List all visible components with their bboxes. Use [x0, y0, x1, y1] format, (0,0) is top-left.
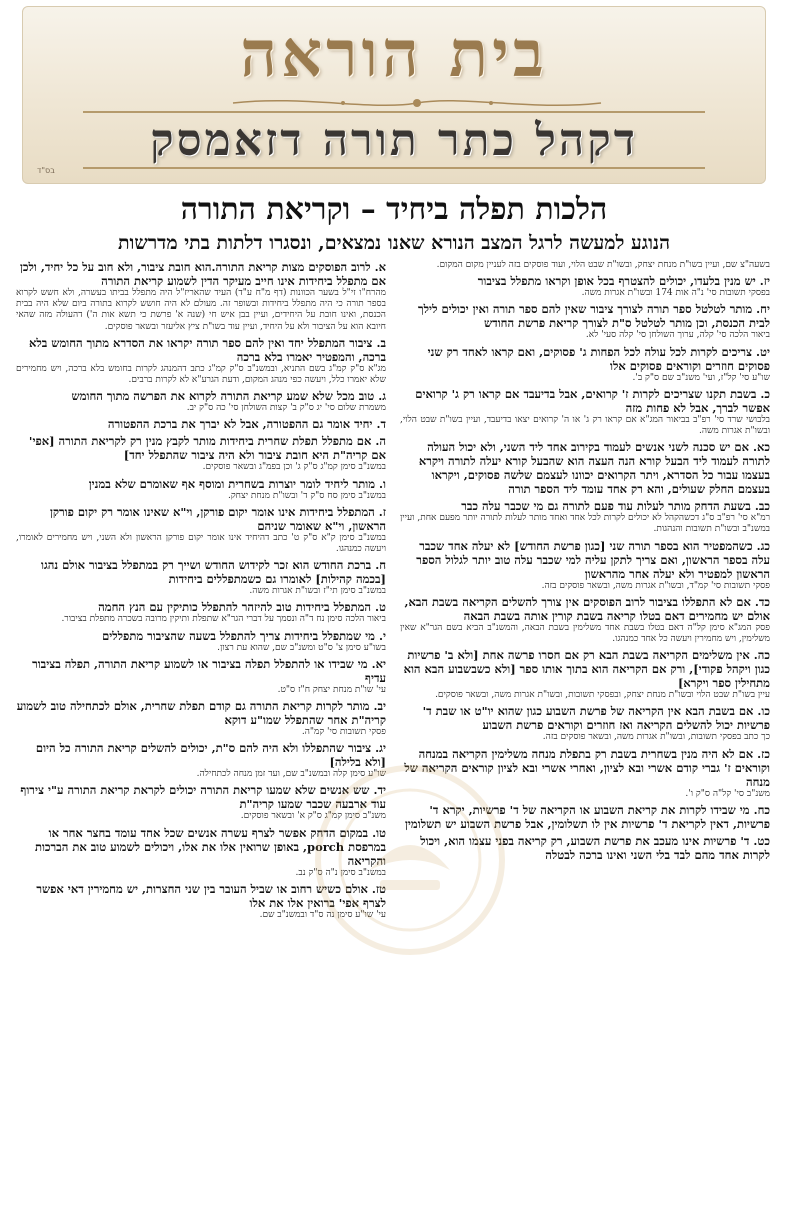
banner-rule-bottom — [83, 167, 705, 169]
halacha-heading-text: טוב מכל שלא שמע קריאת התורה לקרוא את הפרשה מתוך החומש — [71, 389, 375, 404]
halacha-item — [400, 747, 770, 800]
halacha-heading-text: המתפלל ביחידות אינו אומר יקום פורקן, וי"א שאינו אומר רק יקום פורקן הראשון, וי"א שאומר שניהם — [49, 504, 386, 533]
halacha-source-note: ביאור הלכה סימן נח ד"ה ונסמך על דברי הגר"א שתפלת ותיקין מרובה בשכרה מתפלת בציבור. — [61, 614, 386, 625]
halacha-source-note: פסק המג"א סימן קל"ה דאם בטלו בשבת אחד משלימין בשבת הבאה, והמשנ"ב הביא בשם הגר"א שאין משלימין, ויש מחמירין ויעשה כל אחד כמנהגו. — [400, 622, 770, 645]
halacha-heading-text: מותר לקרות קריאת התורה גם קודם תפלת שחרית, אולם לכתחילה טוב לשמוע קריה"ת אחר שהתפלל שמו"ע דוקא — [16, 699, 386, 728]
halacha-heading — [16, 505, 386, 533]
halacha-item — [400, 648, 770, 701]
halacha-source-note: במשנ"ב סימן תי"ז ובשו"ת אגרות משה. — [249, 586, 386, 597]
halacha-label: כט. — [753, 833, 770, 848]
halacha-heading-text: מותר לטלטל ספר תורה לצורך ציבור שאין להם ספר תורה ואין יכולים לילך לבית הכנסת, וכן מותר לטלטל ס"ת לצורך קריאת פרשת החודש — [418, 302, 770, 331]
halacha-label: יט. — [756, 344, 770, 359]
halacha-source-note: רמ"א סי' רפ"ב ס"ג דכשהקהל לא יכולים לקרות לכל אחד ואחד מותר לעלות לתורה יותר מפעם אחת, ועיין במשנ"ב ובשו"ת תשובות והנהגות. — [400, 513, 770, 535]
halacha-heading — [16, 741, 386, 769]
banner-title-top: בית הוראה — [240, 17, 548, 92]
halacha-heading-text: ציבור המתפלל יחד ואין להם ספר תורה יקראו את הסדרא מתוך החומש בלא ברכה, והמפטיר יאמרו בלא ברכה — [29, 335, 386, 364]
halacha-heading — [16, 657, 386, 685]
halacha-heading — [16, 600, 386, 614]
halacha-heading-text: שש אנשים שלא שמעו קריאת התורה יכולים לקראת קריאת התורה ע"י צירוף עוד ארבעה שכבר שמעו קריה"ת — [20, 783, 386, 812]
halacha-heading — [16, 783, 386, 811]
halacha-heading-text: בשבת תקנו שצריכים לקרות ז' קרואים, אבל בדיעבד אם קראו רק ג' קרואים אפשר לברך, אבל לא פחות מזה — [415, 386, 770, 415]
halacha-heading — [16, 260, 386, 288]
halacha-label: כג. — [756, 538, 770, 553]
halacha-heading — [16, 336, 386, 364]
halacha-source-note: בשעה"צ שם, ועיין בשו"ת מנחת יצחק, ובשו"ת שבט הלוי, ועוד פוסקים בזה לעניין מקום המקום. — [436, 260, 770, 270]
halacha-label: כז. — [757, 746, 770, 761]
header-banner — [22, 6, 766, 184]
left-column — [400, 260, 770, 1222]
banner-rule-top — [83, 111, 705, 113]
halacha-heading-text: המתפלל ביחידות טוב להיזהר להתפלל כותיקין עם הנץ החמה — [98, 600, 372, 615]
halacha-heading-text: בשעת הדחק מותר לעלות עוד פעם לתורה גם מי שכבר עלה כבר — [461, 499, 751, 514]
halacha-label: יז. — [759, 274, 770, 289]
halacha-heading-text: לרוב הפוסקים מצות קריאת התורה.הוא חובת ציבור, ולא חוב על כל יחיד, ולכן אם מתפלל ביחידות אינו חייב מעיקר הדין לשמוע קריאת התורה — [19, 260, 386, 288]
halacha-heading-text: במקום הדחק אפשר לצרף עשרה אנשים שכל אחד עומד בחצר אחר או במרפסת porch, באופן שרואין אלו את אלו, ויכולים לשמוע טוב את הברכות והקריאה — [34, 825, 386, 868]
halacha-source-note: בפסקי תשובות סי' נ"ה אות 174 ובשו"ת אגרות משה. — [581, 288, 770, 299]
halacha-label: ו. — [379, 476, 386, 491]
halacha-heading-text: יחיד אומר גם ההפטורה, אבל לא יברך את ברכת ההפטורה — [107, 417, 373, 432]
halacha-item — [16, 699, 386, 738]
halacha-source-note: פסקי תשובות סי' קמ"ה. — [301, 727, 386, 738]
halacha-heading — [16, 826, 386, 868]
halacha-label: יב. — [373, 699, 386, 714]
halacha-heading — [16, 434, 386, 462]
halacha-item — [16, 336, 386, 386]
halacha-heading — [400, 539, 770, 581]
halacha-heading — [400, 803, 770, 831]
banner-title-bottom: דקהל כתר תורה דזאמסק — [150, 115, 638, 166]
halacha-label: כד. — [754, 594, 770, 609]
halacha-heading — [400, 499, 770, 513]
halacha-label: ט. — [375, 600, 386, 615]
halacha-source-note: משנ"ב סימן קמ"ג ס"ק א' ובשאר פוסקים. — [240, 811, 386, 822]
halacha-source-note: מהרח"ו זי"ל בשער הכוונות (דף מ"ח ע"ד) העיד שהאריז"ל היה מתפלל בביתו בעשרה, ולא חשש לקרוא בספר תורה כי היה מתפלל ביחידות ובשופר זה. מעולם לא היה חושש לקרוא בתורה ביום שלא היה בבית הכנסת, ואינו חובת על היחידים, ועיין בבן איש חי (שנה א' פרשת כי תשא אות ה') דהעולה מזה שהאי חיובא הוא על הציבור ולא על היחיד, ועיין עוד בשו"ת ציץ אליעזר ובשאר פוסקים. — [16, 288, 386, 332]
halacha-label: א. — [374, 260, 386, 274]
halacha-heading — [400, 704, 770, 732]
halacha-source-note: עיין בשו"ת שבט הלוי ובשו"ת מנחת יצחק, ובפסקי תשובות, ובשו"ת אגרות משה, ובשאר פוסקים. — [435, 690, 770, 701]
halacha-heading — [16, 558, 386, 586]
halacha-item — [16, 600, 386, 625]
halacha-source-note: שו"ע סימן קלה ובמשנ"ב שם, ועד זמן מנחה לכתחילה. — [196, 769, 386, 780]
halacha-heading-text: אין משלימים הקריאה בשבת הבא רק אם חסרו פרשה אחת [ולא ב' פרשיות כגון ויקהל פקודי], ורק אם הקריאה הוא בתוך אותו ספר [ולא כשבשבוע הבא הוא מתחילין ספר ויקרא] — [403, 648, 770, 691]
halacha-item — [400, 834, 770, 862]
halacha-source-note: פסקי תשובות סי' קמ"ד, ובשו"ת אגרות משה, ובשאר פוסקים בזה. — [541, 580, 770, 591]
halacha-heading-text: ברכת החודש הוא זכר לקידוש החודש ושייך רק במתפלל בציבור אולם נהגו [בכמה קהילות] לאומרו גם כשמתפללים ביחידות — [41, 558, 386, 587]
halacha-label: טו. — [372, 825, 386, 840]
halacha-source-note: במשנ"ב סימן קמ"ג ס"ק ג' וכן בפמ"ג ובשאר פוסקים. — [202, 462, 386, 473]
halacha-label: כב. — [754, 499, 770, 514]
halacha-source-note: עי' שו"ע סימן נה ס"ד ובמשנ"ב שם. — [259, 909, 386, 920]
halacha-label: ג. — [378, 389, 386, 404]
halacha-heading — [400, 345, 770, 373]
halacha-source-note: ביאור הלכה סי' קלה, ערוך השולחן סי' קלה סעי' לא. — [585, 330, 770, 341]
halacha-heading — [16, 629, 386, 643]
halacha-source-note: עי' שו"ת מנחת יצחק ח"ז ס"ט. — [277, 684, 386, 695]
halacha-source-note: במשנ"ב סימן ק"א ס"ק ט' כתב דהיחיד אינו אומר יקום פורקן הראשון ולא השני, ויש מחמירים לאומרו, ויעשה כמנהגו. — [16, 532, 386, 555]
halacha-heading-text: מי שבידו לקרות את קריאת השבוע או הקריאה של ד' פרשיות, יקרא ד' פרשיות, דאין לקריאת ד' פרשיות אין לו תשלומין, אבל פרשת השבוע יש תשלומין — [404, 802, 770, 831]
halacha-label: כ. — [760, 386, 770, 401]
halacha-source-note: משנ"ב סי' קל"ה ס"ק ו'. — [685, 788, 770, 799]
halacha-label: י. — [378, 628, 386, 643]
halacha-item — [400, 260, 770, 271]
halacha-source-note: במשנ"ב סימן סח ס"ק ד' ובשו"ת מנחת יצחק. — [227, 490, 386, 501]
halacha-item — [400, 499, 770, 535]
halacha-item — [400, 345, 770, 384]
halacha-source-note: בשו"ע סימן צ' ס"ט ומשנ"ב שם, שהוא עת רצון. — [217, 642, 386, 653]
halacha-label: כה. — [753, 648, 770, 663]
halacha-source-note: במשנ"ב סימן נ"ה ס"ק נב. — [295, 867, 386, 878]
halacha-source-note: משמרת שלום סי' יג ס"ק ב' קצות השולחן סי' כה ס"ק יב. — [186, 403, 386, 414]
halacha-heading — [400, 387, 770, 415]
main-title: הלכות תפלה ביחיד – וקריאת התורה — [180, 192, 608, 227]
banner-credit: בס"ד — [37, 166, 55, 175]
halacha-heading-text: יש מנין בלעדו, יכולים להצטרף בכל אופן וקראו מתפלל בציבור — [477, 274, 756, 289]
sub-title: הנוגע למעשה לרגל המצב הנורא שאנו נמצאים, ונסגרו דלתות בתי מדרשות — [117, 232, 671, 254]
halacha-item — [16, 505, 386, 555]
halacha-label: טז. — [371, 881, 386, 896]
halacha-item — [16, 629, 386, 654]
halacha-heading — [400, 440, 770, 496]
halacha-heading — [16, 389, 386, 403]
halacha-heading-text: מי שמתפלל ביחידות צריך להתפלל בשעה שהציבור מתפללים — [102, 628, 375, 643]
halacha-item — [16, 882, 386, 921]
halacha-heading — [400, 648, 770, 690]
halacha-label: כו. — [757, 704, 770, 719]
halacha-heading-text: צריכים לקרות לכל עולה לכל הפחות ג' פסוקים, ואם קראו לאחד רק שני פסוקים חוזרים וקוראים פסוקים אלו — [427, 344, 770, 373]
flourish-ornament-icon — [223, 93, 611, 113]
halacha-item — [400, 302, 770, 341]
halacha-label: יא. — [371, 656, 386, 671]
halacha-item — [16, 558, 386, 597]
halacha-item — [16, 389, 386, 414]
halacha-item — [400, 440, 770, 496]
halacha-heading-text: מי שבידו או להתפלל תפלה בציבור או לשמוע קריאת התורה, תפלה בציבור עדיף — [32, 656, 386, 685]
halacha-heading — [16, 699, 386, 727]
halacha-heading-text: אם בשבת הבא אין הקריאה של פרשת השבוע כגון שהוא יו"ט או שבת ד' פרשיות יכול להשלים הקריאה ואז חוזרים וקוראים פרשת השבוע — [422, 704, 770, 733]
halacha-heading — [16, 882, 386, 910]
halacha-source-note: שו"ע סי' קל"ז, ועי' משנ"ב שם ס"ק ב'. — [632, 372, 770, 383]
halacha-item — [400, 539, 770, 592]
halacha-item — [400, 595, 770, 645]
halacha-label: ב. — [376, 335, 386, 350]
halacha-item — [400, 803, 770, 831]
halacha-heading-text: אם יש סכנה לשני אנשים לעמוד בקירוב אחד ליד השני, ולא יכול העולה לתורה לעמוד ליד הבעל קורא הנה העצה הוא שהבעל קורא יעלה לתורה ויקרא בעצמו עבור כל הסדרא, ויתר הקרואים יכוונו לעצמם שלשה פסוקים, ויקראו בעצמם החלק שעולים, והא רק אחד עומד ליד הספר תורה — [418, 440, 770, 497]
halacha-label: יג. — [375, 741, 386, 756]
halacha-source-note: בלבושי שרד סי' רפ"ב בביאור המג"א אם קראו רק ג' או ה' קרואים יצאו בדיעבד, ועיין בשו"ת שבט הלוי, ובשו"ת אגרות משה. — [400, 414, 770, 437]
halacha-source-note: כך כתב בפסקי תשובות, ובשו"ת אגרות משה, ובשאר פוסקים בזה. — [542, 732, 770, 743]
halacha-label: ד. — [376, 417, 386, 432]
halacha-heading — [16, 477, 386, 491]
halacha-heading-text: כשהמפטיר הוא בספר תורה שני [כגון פרשת החודש] לא יעלה אחד שכבר עלה בספר הראשון, ואם צריך לתקן עליה למי שכבר עלה טוב יותר לגלול הספר הראשון למפטיר ולא יעלה אחר מהראשון — [416, 538, 770, 581]
halacha-label: כא. — [752, 440, 770, 455]
halacha-label: ח. — [375, 558, 386, 573]
halacha-item — [16, 434, 386, 473]
halacha-item — [16, 741, 386, 780]
halacha-label: ה. — [375, 434, 386, 449]
halacha-heading — [400, 302, 770, 330]
halacha-item — [16, 826, 386, 879]
halacha-item — [400, 274, 770, 299]
halacha-heading — [400, 274, 770, 288]
halacha-item — [16, 417, 386, 431]
halacha-heading — [400, 747, 770, 789]
halacha-heading-text: מותר ליחיד לומר יוצרות בשחרית ומוסף אף שאומרם שלא במנין — [88, 476, 376, 491]
halacha-label: כח. — [753, 802, 770, 817]
halacha-heading — [400, 834, 770, 862]
halacha-heading-text: ציבור שהתפללו ולא היה להם ס"ת, יכולים להשלים קריאת התורה כל היום [ולא בלילה] — [35, 741, 386, 770]
halacha-item — [400, 387, 770, 437]
right-column — [16, 260, 386, 1222]
halacha-heading — [400, 595, 770, 623]
halacha-heading — [16, 417, 386, 431]
halacha-label: יח. — [756, 302, 770, 317]
content-columns — [16, 260, 772, 1222]
halacha-item — [16, 783, 386, 822]
halacha-item — [16, 477, 386, 502]
halacha-label: ז. — [378, 504, 386, 519]
halacha-source-note: מג"א ס"ק קמ"ג בשם התניא, ובמשנ"ב ס"ק קמ"ג כתב דהמנהג לקרות בחומש בלא ברכה, ויש מחמירים שלא יאמרו כלל, ויעשה כפי מנהג המקום, ודעת הגרע"א לא לקרות ברבים. — [16, 363, 386, 386]
halacha-label: יד. — [373, 783, 386, 798]
halacha-heading-text: ד' פרשיות אינו מעכב את פרשת השבוע, רק קריאה בפני עצמו הוא, ויכול לקרות אחד מהם לבד בלי השני ואינו ברכה לבטלה — [420, 833, 770, 862]
halacha-heading-text: אם מתפלל תפלת שחרית ביחידות מותר לקבץ מנין רק לקריאת התורה [אפי' אם קריה"ת היא חובת ציבור ולא היה ציבור שהתפלל יחד] — [28, 434, 386, 463]
halacha-heading-text: אם לא התפללו בציבור לרוב הפוסקים אין צורך להשלים הקריאה בשבת הבא, אולם יש מחמירים דאם בטלו קריאה בשבת קורין אותה בשבת הבאה — [404, 594, 770, 623]
halacha-heading-text: אולם כשיש רחוב או שביל העובר בין שני החצרות, יש מחמירין דאי אפשר לצרף אפי' ברואין אלו את אלו — [36, 881, 386, 910]
halacha-heading-text: אם לא היה מנין בשחרית בשבת רק בתפלת מנחה משלימין הקריאה במנחה וקוראים ז' גברי קודם אשרי ובא לציון, ואחרי אשרי ובא לציון קוראים הקריאה של מנחה — [404, 746, 770, 789]
halacha-item — [16, 657, 386, 696]
halacha-item — [400, 704, 770, 743]
halacha-item — [16, 260, 386, 333]
